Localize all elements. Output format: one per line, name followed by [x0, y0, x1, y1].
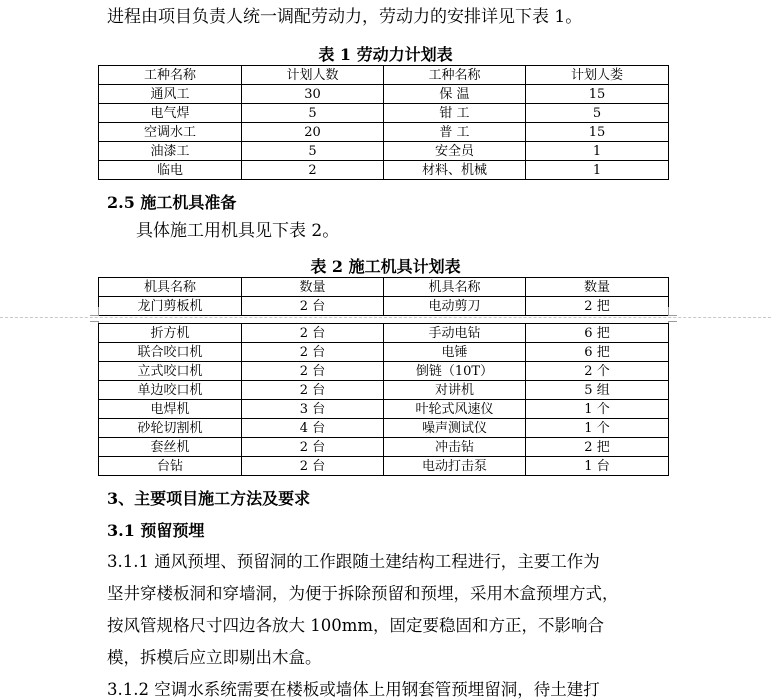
table-cell: 4 台 — [242, 419, 384, 438]
section-3-heading: 3、主要项目施工方法及要求 — [107, 489, 311, 508]
table2-caption: 表 2 施工机具计划表 — [310, 257, 461, 276]
table-cell: 2 — [242, 161, 384, 180]
table-cell: 电锤 — [384, 343, 526, 362]
table-cell: 电焊机 — [99, 400, 242, 419]
para-3-1-1-line: 按风管规格尺寸四边各放大 100mm，固定要稳固和方正，不影响合 — [107, 616, 605, 635]
table-cell: 倒链（10T） — [384, 362, 526, 381]
table-row — [99, 400, 669, 419]
para-3-1-1-line: 坚井穿楼板洞和穿墙洞，为便于拆除预留和预埋，采用木盒预埋方式， — [107, 584, 619, 603]
table-header-cell: 工种名称 — [99, 66, 242, 85]
table-cell: 5 — [526, 104, 669, 123]
table-row — [99, 85, 669, 104]
table-cell: 龙门剪板机 — [99, 297, 242, 316]
table-row — [99, 457, 669, 476]
table-cell: 2 把 — [526, 438, 669, 457]
table-cell: 30 — [242, 85, 384, 104]
table-header-cell: 计划人娄 — [526, 66, 669, 85]
table-cell: 5 组 — [526, 381, 669, 400]
para-3-1-1-line: 3.1.1 通风预埋、预留洞的工作跟随土建结构工程进行，主要工作为 — [107, 552, 600, 571]
table-cell: 电动打击泵 — [384, 457, 526, 476]
table-cell: 2 台 — [242, 381, 384, 400]
equipment-plan-table-top — [98, 277, 669, 316]
table-cell: 安全员 — [384, 142, 526, 161]
table-cell: 5 — [242, 104, 384, 123]
table-cell: 折方机 — [99, 324, 242, 343]
table-header-cell: 机具名称 — [99, 278, 242, 297]
table-row — [99, 362, 669, 381]
table-cell: 1 个 — [526, 400, 669, 419]
table-cell: 6 把 — [526, 324, 669, 343]
table-cell: 20 — [242, 123, 384, 142]
table-cell: 冲击钻 — [384, 438, 526, 457]
table-header-cell: 工种名称 — [384, 66, 526, 85]
table-cell: 套丝机 — [99, 438, 242, 457]
table-cell: 15 — [526, 123, 669, 142]
table-cell: 2 台 — [242, 438, 384, 457]
table-header-cell: 数量 — [526, 278, 669, 297]
equipment-plan-table-bottom — [98, 323, 669, 476]
table-cell: 临电 — [99, 161, 242, 180]
table-cell: 材料、机械 — [384, 161, 526, 180]
table-cell: 砂轮切割机 — [99, 419, 242, 438]
table-cell: 噪声测试仪 — [384, 419, 526, 438]
table-cell: 2 台 — [242, 343, 384, 362]
section-2-5-heading: 2.5 施工机具准备 — [107, 193, 237, 212]
table-header-cell: 数量 — [242, 278, 384, 297]
page-break-separator — [0, 313, 771, 323]
table-cell: 单边咬口机 — [99, 381, 242, 400]
table-cell: 电气焊 — [99, 104, 242, 123]
section-3-1-heading: 3.1 预留预埋 — [107, 521, 205, 540]
table-row — [99, 381, 669, 400]
table-cell: 1 — [526, 161, 669, 180]
table-row — [99, 324, 669, 343]
table-cell: 油漆工 — [99, 142, 242, 161]
table-header-row — [99, 278, 669, 297]
table-cell: 2 台 — [242, 457, 384, 476]
table-cell: 手动电钻 — [384, 324, 526, 343]
table-cell: 立式咬口机 — [99, 362, 242, 381]
table-cell: 2 把 — [526, 297, 669, 316]
table-cell: 通风工 — [99, 85, 242, 104]
table-cell: 空调水工 — [99, 123, 242, 142]
table-cell: 2 台 — [242, 324, 384, 343]
table-cell: 5 — [242, 142, 384, 161]
table-row — [99, 438, 669, 457]
table-cell: 对讲机 — [384, 381, 526, 400]
table-cell: 电动剪刀 — [384, 297, 526, 316]
table-cell: 2 个 — [526, 362, 669, 381]
intro-text: 进程由项目负责人统一调配劳动力，劳动力的安排详见下表 1。 — [107, 7, 583, 27]
page-corner-mark — [668, 321, 677, 330]
table-header-cell: 机具名称 — [384, 278, 526, 297]
table-cell: 普 工 — [384, 123, 526, 142]
table1-caption: 表 1 劳动力计划表 — [318, 45, 453, 64]
table-cell: 钳 工 — [384, 104, 526, 123]
table-header-row — [99, 66, 669, 85]
table-cell: 2 台 — [242, 297, 384, 316]
table-cell: 2 台 — [242, 362, 384, 381]
table-cell: 台钻 — [99, 457, 242, 476]
table-cell: 15 — [526, 85, 669, 104]
table-cell: 3 台 — [242, 400, 384, 419]
table-cell: 1 个 — [526, 419, 669, 438]
table-cell: 1 — [526, 142, 669, 161]
table-row — [99, 419, 669, 438]
table-cell: 联合咬口机 — [99, 343, 242, 362]
table-cell: 保 温 — [384, 85, 526, 104]
table-cell: 6 把 — [526, 343, 669, 362]
section-2-5-text: 具体施工用机具见下表 2。 — [136, 221, 340, 241]
table-cell: 叶轮式风速仪 — [384, 400, 526, 419]
para-3-1-2-partial-line: 3.1.2 空调水系统需要在楼板或墙体上用钢套管预埋留洞，待土建打 — [107, 680, 600, 699]
labor-plan-table — [98, 65, 669, 180]
table-row — [99, 142, 669, 161]
table-row — [99, 104, 669, 123]
para-3-1-1-line: 模，拆模后应立即剔出木盒。 — [107, 648, 322, 667]
table-row — [99, 161, 669, 180]
table-row — [99, 123, 669, 142]
page-corner-mark — [90, 307, 99, 316]
table-row — [99, 343, 669, 362]
table-header-cell: 计划人数 — [242, 66, 384, 85]
page-corner-mark — [668, 307, 677, 316]
table-cell: 1 台 — [526, 457, 669, 476]
